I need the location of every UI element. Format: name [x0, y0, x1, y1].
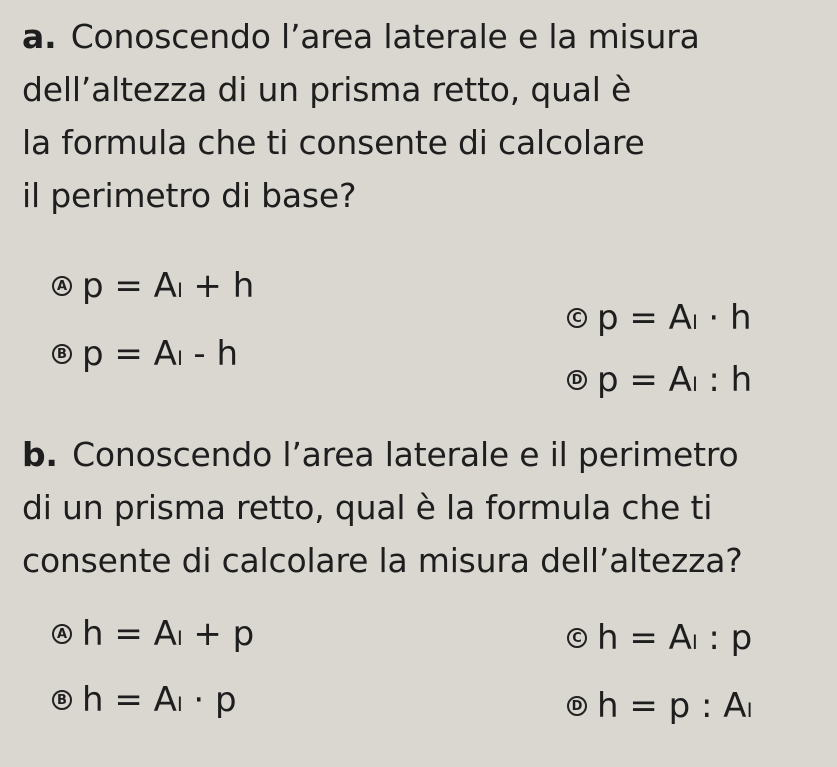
option-a-A[interactable]	[52, 266, 254, 306]
option-b-A[interactable]	[52, 614, 254, 654]
question-a-line-1: a. Conoscendo l’area laterale e la misura	[22, 17, 700, 56]
option-a-B-formula: p = Aₗ - h	[82, 334, 239, 374]
option-a-A-badge: A	[52, 276, 72, 296]
option-a-C-formula: p = Aₗ · h	[597, 298, 752, 338]
question-b-line-1: b. Conoscendo l’area laterale e il perimetro	[22, 435, 739, 474]
question-a-text	[22, 10, 822, 222]
option-b-C-formula: h = Aₗ : p	[597, 618, 753, 658]
question-a-line-3: la formula che ti consente di calcolare	[22, 123, 645, 162]
question-a-line-2: dell’altezza di un prisma retto, qual è	[22, 70, 632, 109]
question-b-line-2: di un prisma retto, qual è la formula che ti	[22, 488, 713, 527]
option-b-C-badge: C	[567, 628, 587, 648]
option-a-D[interactable]	[567, 360, 752, 400]
question-b-letter: b.	[22, 435, 58, 474]
option-b-C[interactable]	[567, 618, 752, 658]
option-b-A-formula: h = Aₗ + p	[82, 614, 255, 654]
question-b-line-3: consente di calcolare la misura dell’altezza?	[22, 541, 743, 580]
option-b-B-badge: B	[52, 690, 72, 710]
option-b-A-badge: A	[52, 624, 72, 644]
option-a-A-formula: p = Aₗ + h	[82, 266, 255, 306]
option-b-D-formula: h = p : Aₗ	[597, 686, 753, 726]
question-b-text	[22, 428, 822, 587]
option-a-C-badge: C	[567, 308, 587, 328]
option-b-B[interactable]	[52, 680, 237, 720]
option-b-B-formula: h = Aₗ · p	[82, 680, 237, 720]
option-b-D-badge: D	[567, 696, 587, 716]
option-b-D[interactable]	[567, 686, 752, 726]
option-a-D-formula: p = Aₗ : h	[597, 360, 753, 400]
option-a-C[interactable]	[567, 298, 752, 338]
option-a-B-badge: B	[52, 344, 72, 364]
option-a-B[interactable]	[52, 334, 238, 374]
question-a-line-4: il perimetro di base?	[22, 176, 357, 215]
question-a-letter: a.	[22, 17, 57, 56]
option-a-D-badge: D	[567, 370, 587, 390]
